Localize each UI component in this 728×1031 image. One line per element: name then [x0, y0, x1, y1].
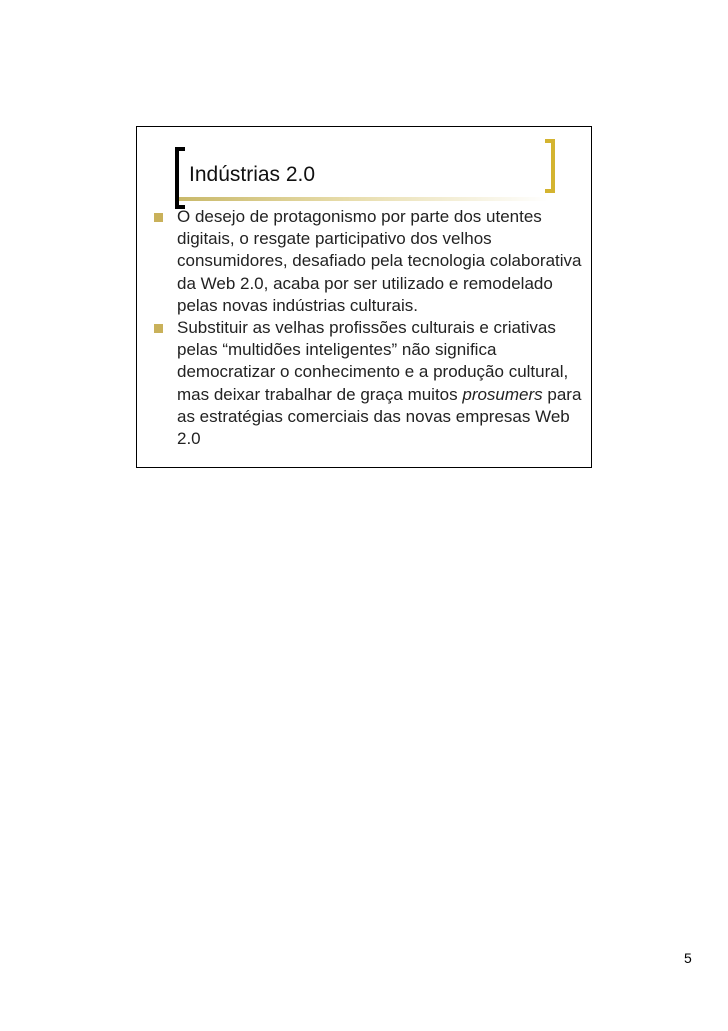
title-underline: [179, 197, 549, 201]
bullet-text-start: Substituir as velhas profissões culturais e criativas pelas “multidões inteligentes” não significa democratizar o conhecimento e a produção cultural, mas deixar trabalhar de graça muitos: [177, 318, 569, 404]
square-bullet-icon: [154, 324, 163, 333]
bullet-text: [177, 318, 581, 448]
slide-title: Indústrias 2.0: [189, 163, 316, 186]
square-bullet-icon: [154, 213, 163, 222]
bullet-text-end: para as estratégias comerciais das novas empresas Web 2.0: [177, 384, 582, 449]
slide: [136, 126, 592, 468]
title-right-bracket: [545, 139, 555, 193]
bullet-list: [137, 206, 592, 450]
bullet-item: [137, 317, 591, 450]
bullet-item: [137, 206, 591, 317]
page-number: 5: [684, 950, 692, 966]
bullet-text-italic: prosumers: [462, 384, 543, 404]
bullet-text: O desejo de protagonismo por parte dos utentes digitais, o resgate participativo dos velhos consumidores, desafiado pela tecnologia colaborativa da Web 2.0, acaba por ser utilizado e remodelado pelas novas indústrias culturais.: [177, 207, 582, 315]
